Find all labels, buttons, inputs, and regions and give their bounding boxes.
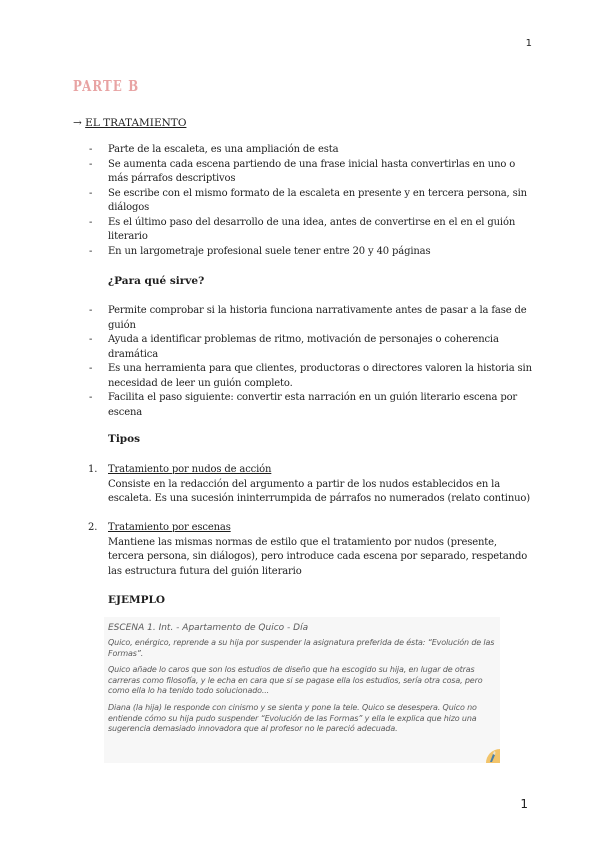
- list-item: - Se aumenta cada escena partiendo de una frase inicial hasta convertirlas en uno o más párrafos descriptivos: [73, 158, 533, 187]
- type-description: Mantiene las mismas normas de estilo que el tratamiento por nudos (presente, tercera persona, sin diálogos), pero introduce cada escena por separado, respetando las estructura futura del guión literario: [108, 536, 528, 577]
- list-item: - Ayuda a identificar problemas de ritmo, motivación de personajes o coherencia dramática: [73, 333, 533, 362]
- type-entry: [73, 521, 533, 579]
- list-item: - En un largometraje profesional suele tener entre 20 y 40 páginas: [73, 245, 533, 260]
- type-number: 2.: [88, 522, 98, 533]
- list-item: - Es una herramienta para que clientes, productoras o directores valoren la historia sin necesidad de leer un guión completo.: [73, 362, 533, 391]
- purpose-heading: ¿Para qué sirve?: [108, 275, 205, 287]
- type-description: Consiste en la redacción del argumento a partir de los nudos establecidos en la escaleta. Es una sucesión ininterrumpida de párrafos no numerados (relato continuo): [108, 478, 531, 504]
- pencil-icon: [482, 745, 500, 763]
- type-item-1: [73, 463, 533, 507]
- type-item-2: [73, 521, 533, 579]
- types-heading: Tipos: [108, 433, 141, 445]
- type-title: Tratamiento por escenas: [108, 522, 231, 533]
- section-title-text: EL TRATAMIENTO: [85, 117, 187, 129]
- list-item: - Facilita el paso siguiente: convertir esta narración en un guión literario escena por escena: [73, 391, 533, 420]
- page-number-top: 1: [525, 38, 532, 49]
- type-number: 1.: [88, 464, 98, 475]
- example-paragraph: Quico añade lo caros que son los estudios de diseño que ha escogido su hija, en lugar de otras carreras como filosofía, y le echa en cara que si se pagase ella los estudios, sería otra cosa, pero como ella lo ha tenido todo solucionado...: [108, 665, 483, 696]
- example-heading: EJEMPLO: [108, 594, 166, 606]
- list-item: - Se escribe con el mismo formato de la escaleta en presente y en tercera persona, sin diálogos: [73, 187, 533, 216]
- example-paragraph: Diana (la hija) le responde con cinismo y se sienta y pone la tele. Quico se desespera. Quico no entiende cómo su hija pudo suspender “Evolución de las Formas” y ella le explica que hizo una sugerencia demasiado innovadora que al profesor no le pareció adecuada.: [108, 702, 477, 734]
- example-scene-heading: ESCENA 1. Int. - Apartamento de Quico - Día: [108, 623, 309, 633]
- page-number-bottom: 1: [520, 797, 528, 811]
- part-title: PARTE B: [73, 77, 140, 95]
- type-title: Tratamiento por nudos de acción: [108, 464, 272, 475]
- list-item: - Es el último paso del desarrollo de una idea, antes de convertirse en el en el guión literario: [73, 216, 533, 245]
- list-item: - Permite comprobar si la historia funciona narrativamente antes de pasar a la fase de guión: [73, 304, 533, 333]
- example-paragraph: Quico, enérgico, reprende a su hija por suspender la asignatura preferida de ésta: “Evolución de las Formas”.: [108, 638, 495, 658]
- section-title: [73, 117, 186, 129]
- example-box: [104, 617, 500, 763]
- purpose-list: [73, 304, 533, 420]
- list-item: - Parte de la escaleta, es una ampliación de esta: [73, 143, 533, 158]
- type-entry: [73, 463, 533, 507]
- intro-list: [73, 143, 533, 259]
- arrow-icon: →: [73, 117, 82, 129]
